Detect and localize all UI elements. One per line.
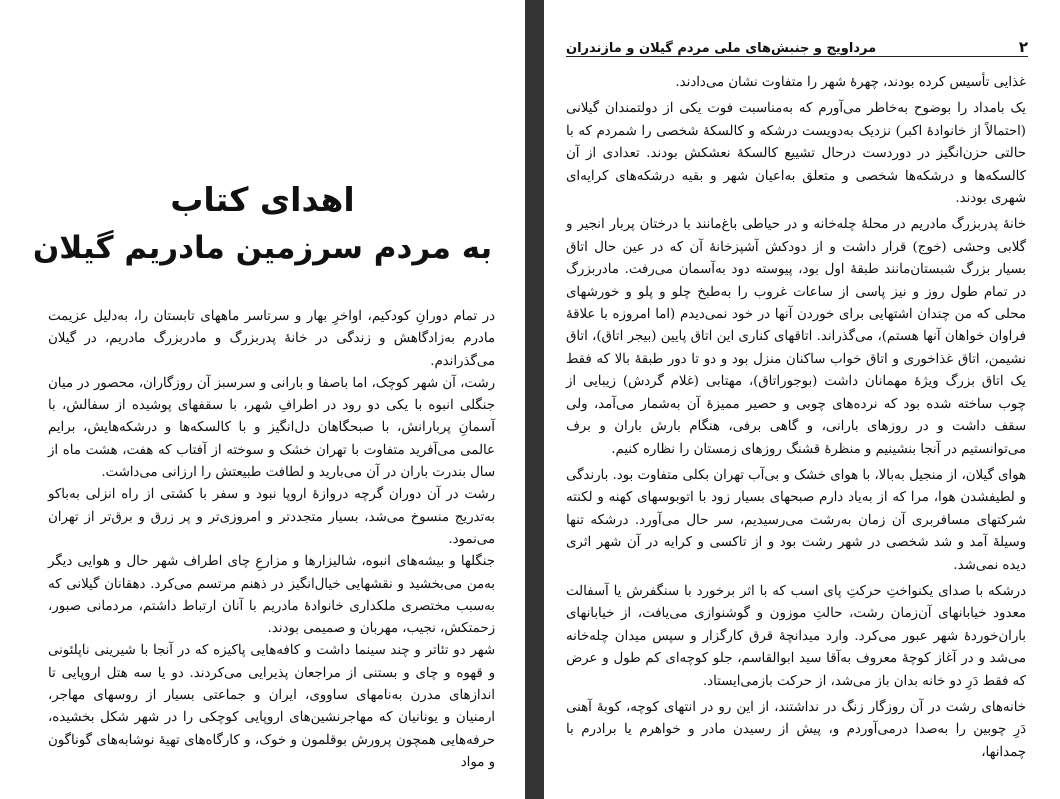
paragraph: خانهٔ پدربزرگ مادریم در محلهٔ چله‌خانه و در حیاطی باغ‌مانند با درختان پربار انجیر و گلابی وحشی (خوج) قرار داشت و از دودکش آشپزخانهٔ آن که در عین حال اتاق بسیار بزرگ شبستان‌مانند طبقهٔ اول بود، پیوسته دود به‌آسمان می‌رفت. مادربزرگ در تمام طول روز و نیز پاسی از ساعات غروب را به‌طبخ چلو و پلو و خورشهای محلی که من چندان اشتهایی برای خوردن آنها در خود نمی‌دیدم (اما امروزه با علاقهٔ فراوان خواهان آنها هستم)، می‌گذراند. اتاقهای کناری این اتاق پایین (بیجر اتاق)، اتاق نشیمن، اتاق غذاخوری و اتاق خواب ساکنان منزل بود و دو تا دور طبقهٔ بالا که فقط یک اتاق بزرگ ویژهٔ مهمانان داشت (بوجوراتاق)، مهتابی (غلام گردش) زیبایی از چوب ساخته شده بود که نرده‌های چوبی و حصیر ممیزهٔ آن به‌شمار می‌آمد، ولی سقف داشت و در روزهای بارانی، و گاهی برفی، هنگام بارش باران و برف می‌توانستیم در آنجا بنشینیم و منظرهٔ قشنگ روزهای زمستان را نظاره کنیم. <box>566 217 1026 457</box>
left-page <box>0 0 525 799</box>
paragraph: غذایی تأسیس کرده بودند، چهرهٔ شهر را متفاوت نشان می‌دادند. <box>675 75 1026 90</box>
book-gutter <box>525 0 544 799</box>
paragraph: یک بامداد را بوضوح به‌خاطر می‌آورم که به‌مناسبت فوت یکی از دولتمندان گیلانی (احتمالاً از خانوادهٔ اکبر) نزدیک به‌دویست درشکه و کالسکهٔ شخصی را شمردم که با حالتی حزن‌انگیز در دوردست درحال تشییع کالسکهٔ نعشکش بودند. تعدادی از آن کالسکه‌ها و درشکه‌ها شخصی و متعلق به‌اعیان شهر و بقیه درشکه‌های کرایه‌ای شهری بودند. <box>566 101 1026 207</box>
dedication <box>30 176 495 272</box>
page-number: ۲ <box>1018 38 1028 56</box>
paragraph: رشت، آن شهر کوچک، اما باصفا و بارانی و سرسبز آن روزگاران، محصور در میان جنگلی انبوه با یکی دو رود در اطرافِ شهر، با سقفهای پوشیده از سفالش، با آسمانِ پربارانش، با صبحگاهان دل‌انگیز و با کالسکه‌ها و درشکه‌هایش، برایم عالمی می‌آفرید متفاوت با تهران خشک و سوخته از آفتاب که هفت، هشت ماه از سال بندرت باران در آن می‌بارید و لطافت طبیعتش را ارزانی می‌داشت. <box>48 375 495 481</box>
running-head <box>566 36 1028 57</box>
paragraph: هوای گیلان، از منجیل به‌بالا، با هوای خشک و بی‌آب تهران بکلی متفاوت بود. بارندگی و لطیفشدن هوا، مرا که از به‌یاد دارم صبحهای بسیار زود با اتوبوسهای کهنه و لکنته شرکتهای مسافربری آن زمان به‌رشت می‌رسیدیم، سر حال می‌آورد. درشکه تنها وسیلهٔ آمد و شد شخصی در شهر رشت بود و از تاکسی و کرایه در آن شهر اثری دیده نمی‌شد. <box>566 467 1026 573</box>
right-body-text <box>566 72 1026 768</box>
left-body-text <box>48 306 495 774</box>
dedication-line-1: اهدای کتاب <box>170 180 355 219</box>
paragraph: رشت در آن دوران گرچه دروازهٔ اروپا نبود و سفر با کشتی از راه انزلی به‌باکو به‌تدریج منسوخ می‌شد، بسیار متجددتر و امروزی‌تر و پر زرق و برق‌تر از تهران می‌نمود. <box>48 487 495 547</box>
paragraph: درشکه با صدای یکنواختِ حرکتِ پای اسب که با اثر برخورد با سنگفرش یا آسفالت معدود خیابانهای آن‌زمان رشت، حالتِ موزون و گوشنوازی می‌یافت، از خیابانهای باران‌خوردهٔ شهر عبور می‌کرد. وارد میدانچهٔ قرق کارگزار و سپس میدان چله‌خانه می‌شد و در آغاز کوچهٔ معروف به‌آقا سید ابوالقاسم، جلو کوچه‌ای کم طول و عرض که فقط دَرِ دو خانه بدان باز می‌شد، از حرکت بازمی‌ایستاد. <box>566 583 1026 689</box>
dedication-line-2: به مردم سرزمین مادریم گیلان <box>32 230 493 266</box>
paragraph: خانه‌های رشت در آن روزگار زنگ در نداشتند، از این رو در انتهای کوچه، کوبهٔ آهنی دَرِ چوبین را به‌صدا درمی‌آوردم و، پیش از رسیدن مادر و خواهرم یا برادرم با چمدانها، <box>566 699 1026 760</box>
paragraph: شهر دو تئاتر و چند سینما داشت و کافه‌هایی پاکیزه که در آنجا با شیرینی ناپلئونی و قهوه و چای و بستنی از مراجعان پذیرایی می‌کردند. دو یا سه هتل اروپایی تا اندازهای مدرن به‌نامهای ساووی، ایران و جماعتی بسیار از روسهای مهاجر، ارمنیان و یونانیان که مهاجرنشین‌های اروپایی کوچکی را در شهر شکل بخشیده، حرفه‌هایی همچون پرورش بوقلمون و خوک، و کارگاه‌های تهیهٔ نوشابه‌های گوناگون و مواد <box>48 643 495 770</box>
paragraph: جنگلها و بیشه‌های انبوه، شالیزارها و مزارعِ چای اطراف شهر حال و هوایی دیگر به‌من می‌بخشید و نقشهایی خیال‌انگیز در ذهنم مرتسم می‌کرد. دهقانان گیلانی که به‌سبب مختصری ملکداری خانوادهٔ مادریم با آنان ارتباط داشتم، مردمانی صبور، زحمتکش، نجیب، مهربان و صمیمی بودند. <box>48 554 495 637</box>
paragraph: در تمام دورانِ کودکیم، اواخرِ بهار و سرتاسر ماههای تابستان را، به‌دلیل عزیمت مادرم به‌زادگاهش و زندگی در خانهٔ پدربزرگ و مادربزرگ مادریم، در گیلان می‌گذراندم. <box>48 309 495 369</box>
right-page <box>544 0 1060 799</box>
running-title: مرداویج و جنبش‌های ملی مردم گیلان و مازندران <box>566 41 877 56</box>
